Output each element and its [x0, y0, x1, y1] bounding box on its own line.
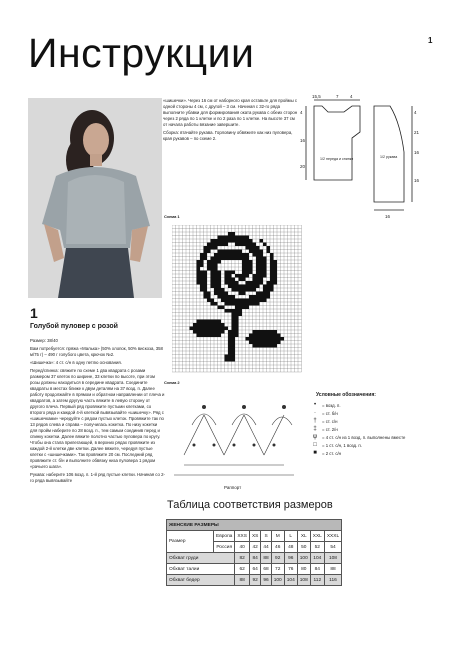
size-label: Размер [167, 531, 214, 553]
cell: 82 [235, 553, 250, 564]
cell: 88 [235, 575, 250, 586]
page-number: 1 [428, 36, 433, 45]
size-text: Размер: 38/40 [30, 338, 58, 343]
legend-text: = ст. 2/н [322, 426, 338, 432]
legend-item [308, 409, 428, 417]
eu-size: XXS [235, 531, 250, 542]
page-title: Инструкции [28, 30, 255, 76]
cell: 100 [271, 575, 284, 586]
row-label: Обхват талии [167, 564, 235, 575]
cell: 88 [261, 553, 271, 564]
legend-item [308, 401, 428, 409]
chart1-label: Схема 1 [164, 214, 180, 219]
eu-size: XL [297, 531, 310, 542]
ru-size: 52 [310, 542, 324, 553]
sleeves-text: Рукава: наберите 106 возд. п. 1-й ряд пустые клетки. Начиная со 2-го ряда вывязывайте [30, 472, 165, 483]
legend-item [308, 441, 428, 449]
legend-text: = возд. п. [322, 402, 341, 408]
schema-left-1: 4 [300, 110, 303, 115]
schema-right-1: 4 [414, 110, 417, 115]
model-photo [28, 98, 162, 298]
legend-symbol: · [314, 410, 316, 416]
cell: 96 [284, 553, 297, 564]
sizes-header: ЖЕНСКИЕ РАЗМЕРЫ [167, 520, 342, 531]
front-back-text: Перед/спинка: свяжите по схеме 1 два квадрата с розами размером 37 клеток по ширине, 33 клетки по высоте, при этом розы должны находиться в середине квадрата. Соедините квадраты в местах ближе к двум деталям на 37 возд. п. Далее работу продолжайте в прямом и обратном направлении от плеча и квадратов, а затем другую часть вяжите в левую сторону от другого плеча. Первый ряд провяжите пустыми клетками, со второго ряда и каждой 4-й клеткой вывязывайте «шишечку». Ряд с «шишечками» чередуйте с рядом пустых клеток. Провяжите так по 13 рядов слева и справа – получилась кокетка. По низу кокетки для пройм наберите по 28 возд. п., тем самым соединив перед и спинку кокетки. Далее вяжите полотно частью пуловера по кругу. Чтобы она стала прилегающей, в верхних рядах провяжите из каждой 2-й клетки две клетки. Далее вяжите, чередуя пустые клетки с «шишечками». Так провяжите 20 см. Последний ряд провяжите ст. б/н и выполните обвязку низа пуловера 1 рядом «рачьего шага». [30, 368, 165, 469]
schema-left-2: 16 [300, 138, 306, 143]
cell: 62 [235, 564, 250, 575]
schema-right-3: 16 [414, 150, 420, 155]
cell: 84 [249, 553, 260, 564]
legend-symbol: † [313, 418, 317, 424]
cell: 108 [324, 553, 341, 564]
section-number: 1 [30, 305, 38, 321]
cell: 92 [249, 575, 260, 586]
cell: 104 [284, 575, 297, 586]
schema-top-1: 15,5 [312, 94, 321, 99]
ru-size: 46 [271, 542, 284, 553]
legend-text: = 1 ст. с/н, 1 возд. п. [322, 442, 362, 448]
schema-bottom: 16 [385, 214, 391, 219]
row-label: Обхват груди [167, 553, 235, 564]
cell: 80 [297, 564, 310, 575]
legend-title: Условные обозначения: [316, 392, 376, 398]
russia-label: Россия [214, 542, 235, 553]
eu-size: M [271, 531, 284, 542]
eu-size: XXL [310, 531, 324, 542]
cell: 112 [310, 575, 324, 586]
legend-symbol: ‡ [313, 426, 317, 432]
legend-symbol: □ [313, 442, 317, 448]
schema-right-2: 21 [414, 130, 420, 135]
schema-half-front: 1/2 переда и спинки [320, 157, 354, 161]
cell: 100 [297, 553, 310, 564]
chart2-caption: Раппорт [224, 485, 242, 490]
legend-item [308, 425, 428, 433]
materials-text: Вам потребуется: пряжа «Малька» (50% хлопок, 50% вискоза, 358 м/75 г) – 490 г голубого цвета, крючок №2. [30, 346, 163, 357]
chart2-label: Схема 2 [164, 380, 180, 385]
row-label: Обхват бедер [167, 575, 235, 586]
schema-right-4: 16 [414, 178, 420, 183]
legend-symbol: ■ [313, 450, 317, 456]
eu-size: XXXL [324, 531, 341, 542]
cell: 92 [271, 553, 284, 564]
schema-top-3: 4 [350, 94, 353, 99]
eu-size: XS [249, 531, 260, 542]
edging-chart [164, 385, 304, 500]
legend-text: = 4 ст. с/н из 1 возд. п. выполнены вместе [322, 434, 406, 440]
legend-text: = ст. с/н [322, 418, 338, 424]
schema-half-sleeve: 1/2 рукава [380, 155, 398, 159]
cell: 108 [297, 575, 310, 586]
legend-text: = ст. б/н [322, 410, 338, 416]
garment-schema [300, 92, 428, 227]
cell: 116 [324, 575, 341, 586]
legend-text: = 2 ст. с/н [322, 450, 342, 456]
cell: 96 [261, 575, 271, 586]
cell: 76 [284, 564, 297, 575]
cell: 68 [261, 564, 271, 575]
gauge-text: «Шишечка»: 4 ст. с/н в одну петлю основания. [30, 360, 122, 365]
ru-size: 54 [324, 542, 341, 553]
legend-symbol: ψ [312, 434, 318, 440]
cell: 104 [310, 553, 324, 564]
schema-top-2: 7 [336, 94, 339, 99]
ru-size: 42 [249, 542, 260, 553]
rose-chart [172, 225, 304, 380]
legend-item [308, 449, 428, 457]
legend-item [308, 433, 428, 441]
legend-symbol: • [313, 402, 317, 408]
schema-left-3: 20 [300, 164, 306, 169]
cell: 88 [324, 564, 341, 575]
europe-label: Европа [214, 531, 235, 542]
eu-size: L [284, 531, 297, 542]
sizes-title: Таблица соответствия размеров [167, 499, 333, 511]
ru-size: 44 [261, 542, 271, 553]
instructions-column-1 [30, 338, 165, 486]
sizes-table [166, 519, 342, 586]
ru-size: 50 [297, 542, 310, 553]
section-title: Голубой пуловер с розой [30, 323, 118, 330]
assembly-text: Сборка: втачайте рукава. Горловину обвяжите как низ пуловера, края рукавов – по схеме 2. [163, 130, 293, 141]
cell: 64 [249, 564, 260, 575]
ru-size: 48 [284, 542, 297, 553]
ru-size: 40 [235, 542, 250, 553]
legend [308, 392, 428, 457]
cell: 84 [310, 564, 324, 575]
continuation-text: «шишечки». Через 16 см от наборного края оставьте для проймы с одной стороны 4 см, с другой – 3 см. Начиная с 32-го ряда выполните убавки для формирования оката рукава с обеих сторон через 2 ряда по 1 клетке и по 2 раза по 1 клетке. На высоте 37 см от начала работы вязание завершите. [163, 98, 298, 127]
legend-item [308, 417, 428, 425]
cell: 72 [271, 564, 284, 575]
instructions-column-2 [163, 98, 300, 144]
eu-size: S [261, 531, 271, 542]
